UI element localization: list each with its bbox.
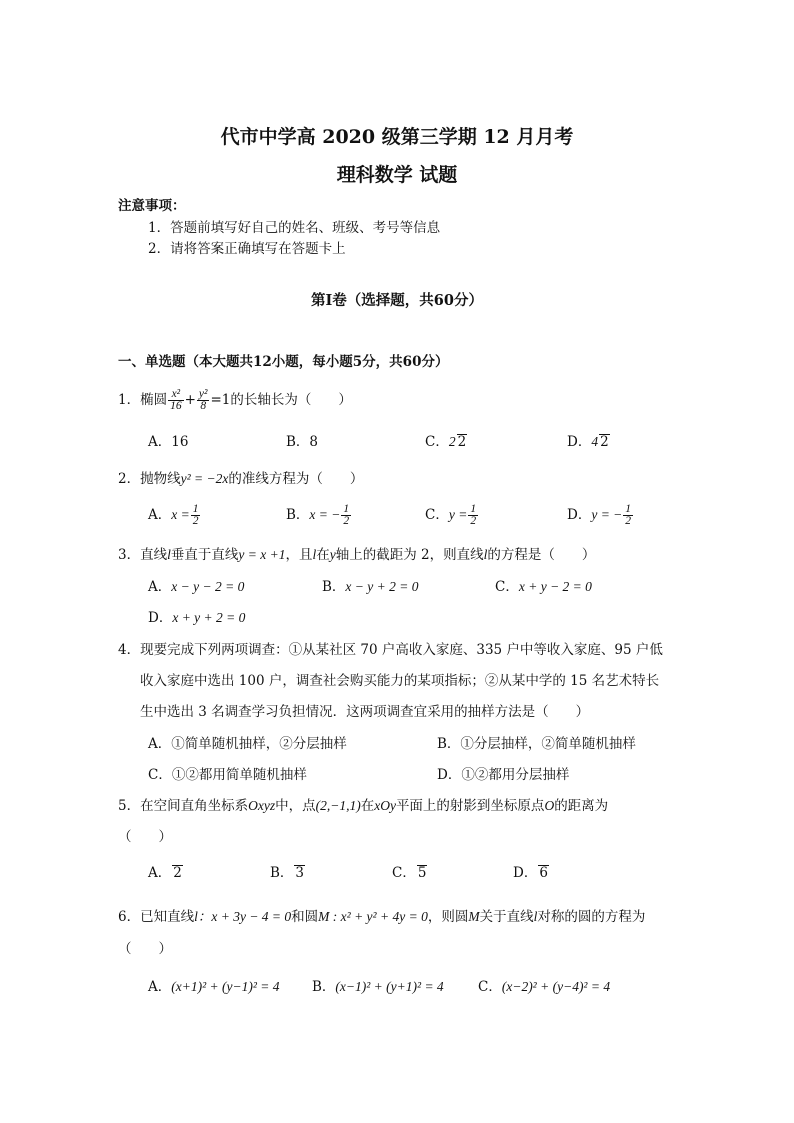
question-4-line-3: 生中选出 3 名调查学习负担情况．这两项调查宜采用的抽样方法是（ ） bbox=[140, 704, 590, 720]
q1-option-d[interactable]: D．4 2 bbox=[567, 434, 609, 450]
sqrt-icon: 5 bbox=[417, 865, 427, 881]
sqrt-icon: 2 bbox=[600, 434, 609, 450]
question-2: 2．抛物线y² = −2x的准线方程为（ ） bbox=[118, 471, 364, 487]
q1-pre: 1．椭圆 bbox=[118, 392, 168, 408]
question-1: 1．椭圆 $\frac{\text{x²}}{16}$ + $\frac{\text{y²}}{8}$ =1的长轴长为（ ） bbox=[118, 387, 352, 412]
q6-option-c[interactable]: C．(x−2)² + (y−4)² = 4 bbox=[478, 979, 611, 995]
q1-frac-y: $\frac{\text{y²}}{8}$ bbox=[198, 387, 208, 412]
question-4-line-2: 收入家庭中选出 100 户，调查社会购买能力的某项指标；②从某中学的 15 名艺术特长 bbox=[140, 673, 660, 689]
q6-option-b[interactable]: B．(x−1)² + (y+1)² = 4 bbox=[312, 979, 444, 995]
exam-subtitle: 理科数学 试题 bbox=[336, 164, 458, 186]
q3-option-c[interactable]: C．x + y − 2 = 0 bbox=[495, 579, 592, 595]
q2-option-d[interactable]: D．y = − $\frac{1}{2}$ bbox=[567, 502, 632, 527]
q4-option-d[interactable]: D．①②都用分层抽样 bbox=[437, 767, 570, 783]
q1-option-b[interactable]: B．8 bbox=[286, 434, 319, 450]
q2-option-c[interactable]: C．y = $\frac{1}{2}$ bbox=[425, 502, 477, 527]
q3-option-a[interactable]: A．x − y − 2 = 0 bbox=[148, 579, 245, 595]
q1-option-a[interactable]: A．16 bbox=[148, 434, 189, 450]
note-item-1: 1．答题前填写好自己的姓名、班级、考号等信息 bbox=[148, 220, 441, 236]
q5-option-c[interactable]: C． 5 bbox=[392, 865, 427, 881]
part-title: 一、单选题（本大题共12小题，每小题5分，共60分） bbox=[118, 354, 449, 370]
question-5: 5．在空间直角坐标系Oxyz中，点(2,−1,1)在xOy平面上的射影到坐标原点O的距离为 bbox=[118, 798, 609, 814]
sqrt-icon: 2 bbox=[173, 865, 182, 881]
q1-frac-x: $\frac{\text{x²}}{16}$ bbox=[170, 387, 182, 412]
q5-option-b[interactable]: B． 3 bbox=[270, 865, 305, 881]
question-4-line-1: 4．现要完成下列两项调查：①从某社区 70 户高收入家庭、335 户中等收入家庭、95 户低 bbox=[118, 642, 663, 658]
q5-option-a[interactable]: A． 2 bbox=[148, 865, 182, 881]
q3-option-b[interactable]: B．x − y + 2 = 0 bbox=[322, 579, 419, 595]
question-3: 3．直线l垂直于直线y = x +1，且l在y轴上的截距为 2，则直线l的方程是（ ） bbox=[118, 547, 596, 563]
q2-option-b[interactable]: B．x = − $\frac{1}{2}$ bbox=[286, 502, 350, 527]
q3-option-d[interactable]: D．x + y + 2 = 0 bbox=[148, 610, 246, 626]
q6-option-a[interactable]: A．(x+1)² + (y−1)² = 4 bbox=[148, 979, 280, 995]
section-title: 第I卷（选择题，共60分） bbox=[311, 292, 483, 309]
q4-option-a[interactable]: A．①简单随机抽样，②分层抽样 bbox=[148, 736, 347, 752]
q1-option-c[interactable]: C．2 2 bbox=[425, 434, 467, 450]
notes-heading: 注意事项： bbox=[118, 198, 186, 214]
sqrt-icon: 2 bbox=[457, 434, 467, 450]
q2-option-a[interactable]: A．x = $\frac{1}{2}$ bbox=[148, 502, 199, 527]
question-6: 6．已知直线l：x + 3y − 4 = 0和圆M : x² + y² + 4y = 0，则圆M关于直线l对称的圆的方程为 bbox=[118, 909, 646, 925]
q4-option-c[interactable]: C．①②都用简单随机抽样 bbox=[148, 767, 307, 783]
sqrt-icon: 6 bbox=[539, 865, 548, 881]
sqrt-icon: 3 bbox=[295, 865, 305, 881]
note-item-2: 2．请将答案正确填写在答题卡上 bbox=[148, 241, 346, 257]
q5-paren: （ ） bbox=[118, 829, 172, 845]
q4-option-b[interactable]: B．①分层抽样，②简单随机抽样 bbox=[437, 736, 636, 752]
q5-option-d[interactable]: D． 6 bbox=[513, 865, 548, 881]
q6-paren: （ ） bbox=[118, 941, 172, 957]
exam-title: 代市中学高 2020 级第三学期 12 月月考 bbox=[220, 126, 574, 148]
